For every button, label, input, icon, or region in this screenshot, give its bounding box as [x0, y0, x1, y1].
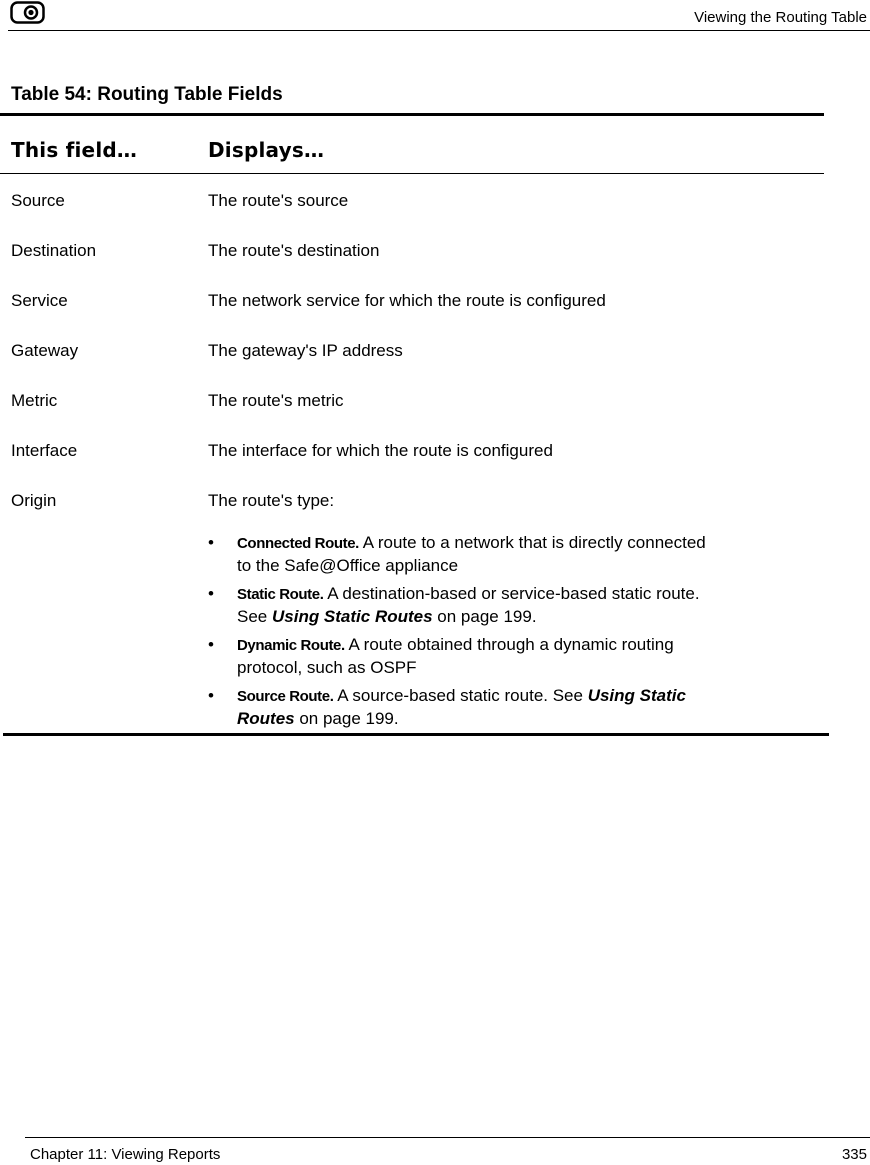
- bullet-icon: •: [208, 635, 214, 654]
- field-name: Interface: [11, 441, 78, 460]
- header-divider: [8, 30, 870, 31]
- footer-divider: [25, 1137, 870, 1138]
- field-description: The interface for which the route is configured: [208, 441, 553, 460]
- page-number: 335: [841, 1146, 867, 1163]
- running-head-title: Viewing the Routing Table: [694, 9, 867, 26]
- field-description: The route's destination: [208, 241, 380, 260]
- route-type-term: Connected Route.: [237, 535, 359, 552]
- cross-reference-link[interactable]: Routes: [237, 709, 295, 728]
- field-description: The route's type:: [208, 491, 335, 510]
- field-name: Source: [11, 191, 65, 210]
- route-type-text: A destination-based or service-based static route.: [323, 584, 700, 603]
- route-type-text: on page 199.: [432, 607, 537, 626]
- bullet-icon: •: [208, 584, 214, 603]
- list-item: [208, 634, 768, 679]
- bullet-icon: •: [208, 686, 214, 705]
- bullet-icon: •: [208, 533, 214, 552]
- table-caption: Table 54: Routing Table Fields: [11, 84, 283, 105]
- route-type-text: A route to a network that is directly connected: [358, 533, 706, 552]
- route-type-text: See: [237, 607, 272, 626]
- field-name: Destination: [11, 241, 97, 260]
- route-type-term: Static Route.: [237, 586, 324, 603]
- field-description: The route's metric: [208, 391, 344, 410]
- column-header-displays: Displays…: [208, 138, 325, 162]
- cross-reference-link[interactable]: Using Static: [587, 686, 686, 705]
- route-type-text: to the Safe@Office appliance: [237, 556, 459, 575]
- route-type-text: on page 199.: [294, 709, 399, 728]
- field-description: The gateway's IP address: [208, 341, 403, 360]
- cross-reference-link[interactable]: Using Static Routes: [271, 607, 433, 626]
- route-type-term: Dynamic Route.: [237, 637, 345, 654]
- route-type-text: A source-based static route. See: [333, 686, 588, 705]
- list-item: [208, 583, 768, 628]
- field-description: The route's source: [208, 191, 349, 210]
- field-description: The network service for which the route is configured: [208, 291, 606, 310]
- field-name: Gateway: [11, 341, 79, 360]
- footer-chapter: Chapter 11: Viewing Reports: [30, 1146, 221, 1163]
- product-logo-icon: [10, 1, 45, 24]
- table-header-rule: [0, 173, 824, 174]
- field-name: Service: [11, 291, 68, 310]
- list-item: [208, 532, 768, 577]
- route-type-term: Source Route.: [237, 688, 334, 705]
- table-bottom-rule: [3, 733, 829, 736]
- route-type-text: protocol, such as OSPF: [237, 658, 417, 677]
- field-name: Metric: [11, 391, 58, 410]
- origin-type-list: [208, 532, 768, 736]
- table-top-rule: [0, 113, 824, 116]
- list-item: [208, 685, 768, 730]
- column-header-field: This field…: [11, 138, 138, 162]
- route-type-text: A route obtained through a dynamic routing: [344, 635, 674, 654]
- field-name: Origin: [11, 491, 57, 510]
